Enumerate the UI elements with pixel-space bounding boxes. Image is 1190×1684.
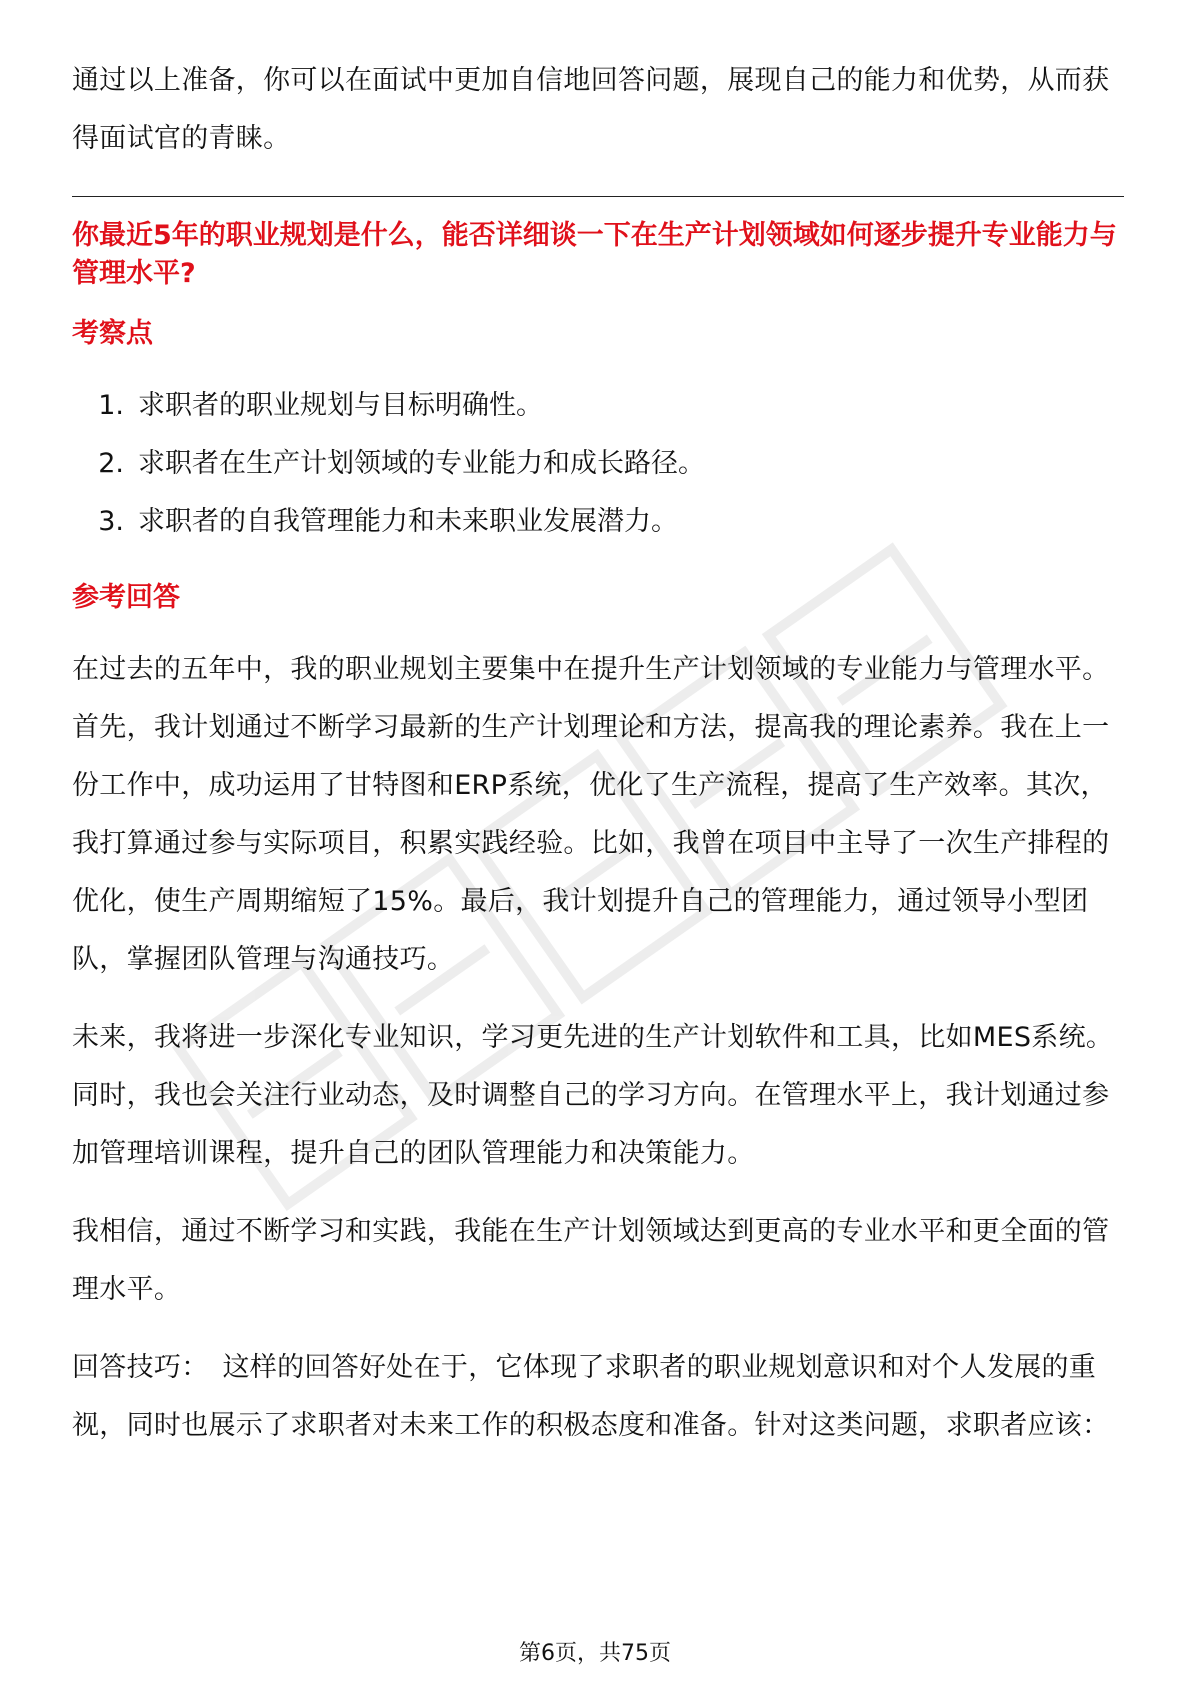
answer-paragraph-2: 未来，我将进一步深化专业知识，学习更先进的生产计划软件和工具，比如MES系统。同时，我也会关注行业动态，及时调整自己的学习方向。在管理水平上，我计划通过参加管理培训课程，提升自己的团队管理能力和决策能力。 [72, 1022, 1114, 1169]
list-item-number: 2. [98, 448, 124, 479]
page-footer: 第6页，共75页 [519, 1641, 671, 1666]
tips-text: 这样的回答好处在于，它体现了求职者的职业规划意识和对个人发展的重视，同时也展示了求职者对未来工作的积极态度和准备。针对这类问题，求职者应该： [72, 1352, 1110, 1441]
tips-label: 回答技巧： [72, 1352, 209, 1383]
list-item [72, 377, 1124, 435]
answer-paragraph-3: 我相信，通过不断学习和实践，我能在生产计划领域达到更高的专业水平和更全面的管理水平。 [72, 1216, 1110, 1305]
focus-list [72, 377, 1124, 551]
answer-paragraph-1: 在过去的五年中，我的职业规划主要集中在提升生产计划领域的专业能力与管理水平。首先，我计划通过不断学习最新的生产计划理论和方法，提高我的理论素养。我在上一份工作中，成功运用了甘特图和ERP系统，优化了生产流程，提高了生产效率。其次，我打算通过参与实际项目，积累实践经验。比如，我曾在项目中主导了一次生产排程的优化，使生产周期缩短了15%。最后，我计划提升自己的管理能力，通过领导小型团队，掌握团队管理与沟通技巧。 [72, 654, 1110, 975]
list-item-text: 求职者的自我管理能力和未来职业发展潜力。 [138, 506, 678, 537]
list-item [72, 493, 1124, 551]
section-divider [72, 196, 1124, 197]
list-item-text: 求职者在生产计划领域的专业能力和成长路径。 [138, 448, 705, 479]
list-item-number: 1. [98, 390, 124, 421]
list-item [72, 435, 1124, 493]
focus-title: 考察点 [72, 318, 153, 349]
answer-title: 参考回答 [72, 582, 180, 613]
question-heading: 你最近5年的职业规划是什么，能否详细谈一下在生产计划领域如何逐步提升专业能力与管理水平? [72, 220, 1117, 289]
list-item-text: 求职者的职业规划与目标明确性。 [138, 390, 543, 421]
intro-paragraph: 通过以上准备，你可以在面试中更加自信地回答问题，展现自己的能力和优势，从而获得面试官的青睐。 [72, 65, 1110, 154]
list-item-number: 3. [98, 506, 124, 537]
tips-paragraph [72, 1339, 1124, 1455]
document-content [72, 52, 1124, 1455]
